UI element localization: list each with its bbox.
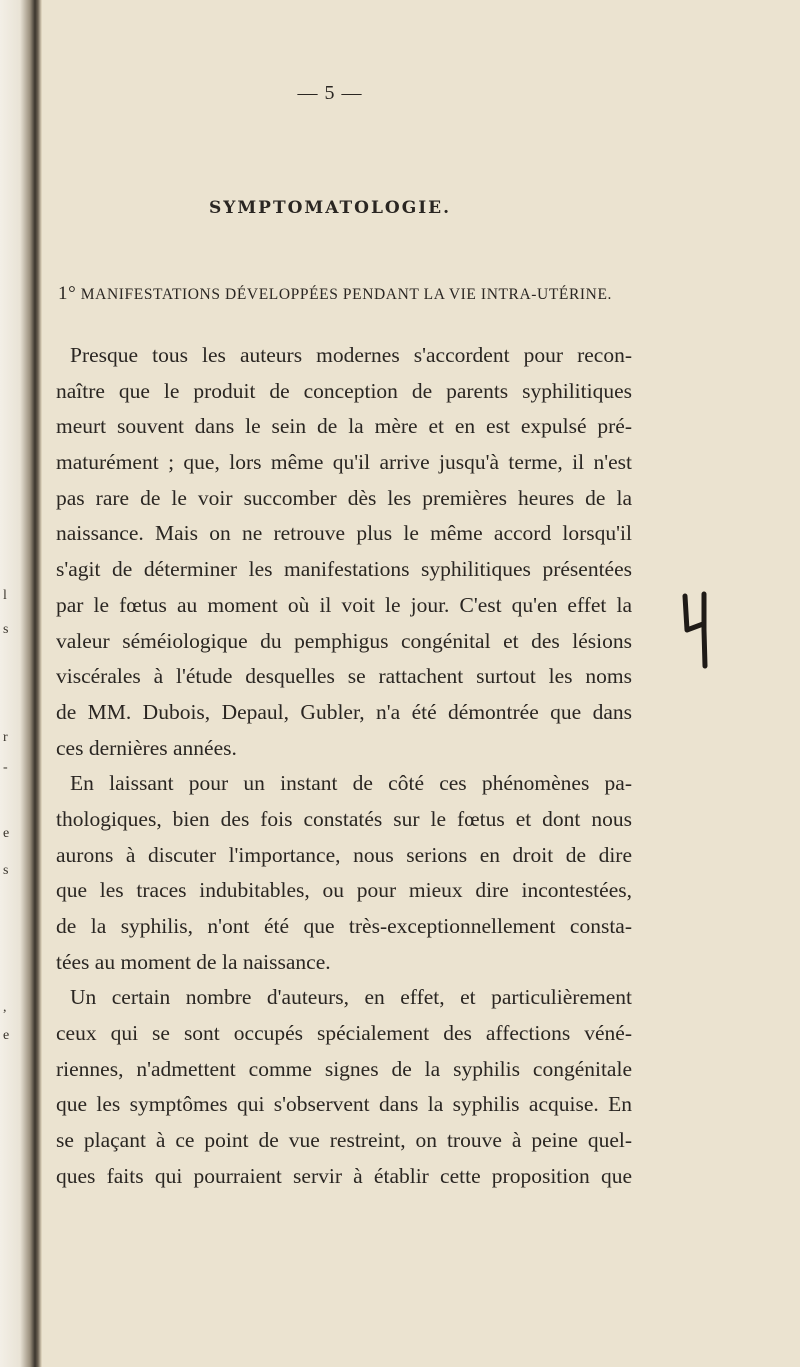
text-line: maturément ; que, lors même qu'il arrive jusqu'à terme, il n'est bbox=[56, 450, 632, 475]
edge-letter: r bbox=[3, 730, 8, 745]
text-line: se plaçant à ce point de vue restreint, on trouve à peine quel- bbox=[56, 1128, 632, 1153]
text-line: tées au moment de la naissance. bbox=[56, 949, 331, 974]
section-number: 1° bbox=[58, 283, 77, 304]
text-line: Un certain nombre d'auteurs, en effet, et particulièrement bbox=[70, 985, 632, 1010]
page-number: — 5 — bbox=[297, 82, 363, 104]
text-line: naissance. Mais on ne retrouve plus le même accord lorsqu'il bbox=[56, 521, 632, 546]
edge-letter: s bbox=[3, 863, 9, 878]
text-line: de MM. Dubois, Depaul, Gubler, n'a été démontrée que dans bbox=[56, 699, 632, 724]
text-line: ceux qui se sont occupés spécialement des affections véné- bbox=[56, 1021, 632, 1046]
text-line: s'agit de déterminer les manifestations syphilitiques présentées bbox=[56, 557, 632, 582]
text-line: ces dernières années. bbox=[56, 735, 237, 760]
handwritten-margin-annotation bbox=[681, 590, 711, 670]
text-line: aurons à discuter l'importance, nous serions en droit de dire bbox=[56, 842, 632, 867]
section-title: MANIFESTATIONS DÉVELOPPÉES PENDANT LA VIE INTRA-UTÉRINE. bbox=[80, 286, 613, 303]
section-heading bbox=[58, 283, 612, 305]
chapter-title: SYMPTOMATOLOGIE. bbox=[208, 198, 452, 218]
edge-letter: e bbox=[3, 826, 10, 841]
text-line: valeur séméiologique du pemphigus congénital et des lésions bbox=[56, 628, 632, 653]
text-line: Presque tous les auteurs modernes s'accordent pour recon- bbox=[70, 343, 632, 367]
text-line: de la syphilis, n'ont été que très-exceptionnellement consta- bbox=[56, 914, 632, 938]
text-line: pas rare de le voir succomber dès les premières heures de la bbox=[56, 485, 632, 510]
edge-letter: e bbox=[3, 1028, 10, 1043]
text-line: que les symptômes qui s'observent dans la syphilis acquise. En bbox=[56, 1092, 632, 1117]
edge-letter: - bbox=[3, 760, 8, 775]
handwritten-numeral-icon bbox=[681, 590, 711, 670]
text-line: En laissant pour un instant de côté ces phénomènes pa- bbox=[70, 771, 632, 796]
text-line: riennes, n'admettent comme signes de la syphilis congénitale bbox=[56, 1056, 632, 1081]
text-line: naître que le produit de conception de parents syphilitiques bbox=[56, 378, 632, 403]
text-line: que les traces indubitables, ou pour mieux dire incontestées, bbox=[56, 878, 632, 903]
text-line: par le fœtus au moment où il voit le jour. C'est qu'en effet la bbox=[56, 592, 632, 617]
edge-letter: s bbox=[3, 622, 9, 637]
text-line: viscérales à l'étude desquelles se rattachent surtout les noms bbox=[56, 664, 632, 689]
edge-letter: , bbox=[3, 1000, 7, 1015]
text-line: meurt souvent dans le sein de la mère et en est expulsé pré- bbox=[56, 414, 632, 439]
text-line: thologiques, bien des fois constatés sur le fœtus et dont nous bbox=[56, 806, 632, 831]
edge-letter: l bbox=[3, 588, 7, 603]
text-line: ques faits qui pourraient servir à établir cette proposition que bbox=[56, 1163, 632, 1188]
body-text bbox=[56, 338, 632, 1195]
